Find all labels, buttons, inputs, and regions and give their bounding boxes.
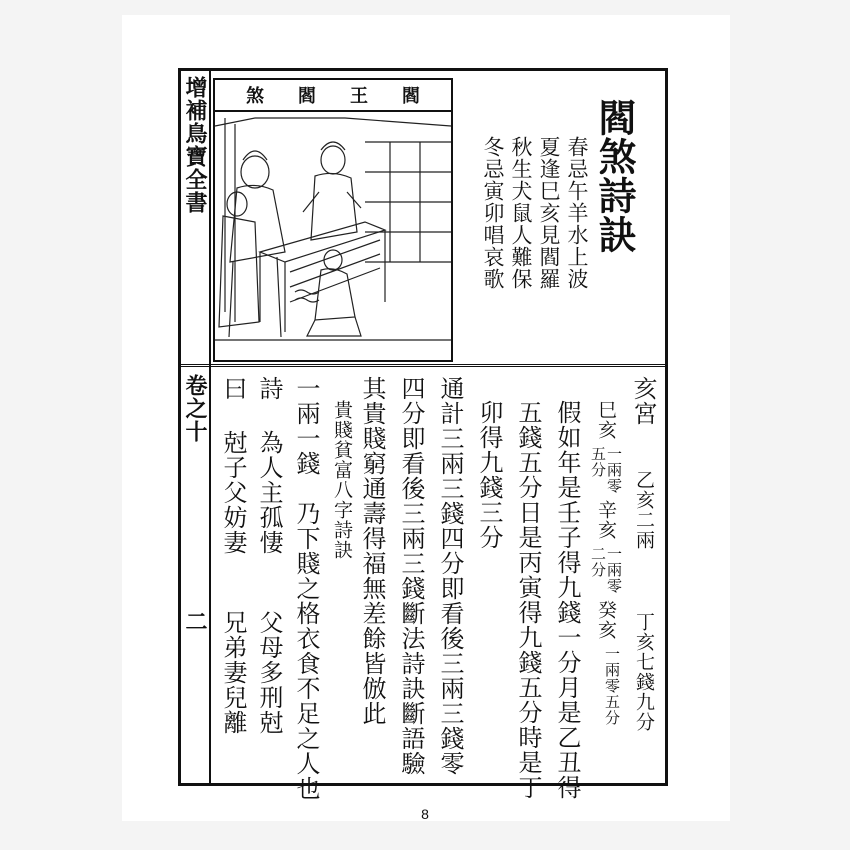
text-column: 父母多刑尅 — [255, 610, 283, 735]
book-title: 增補鳥寶全書 — [182, 76, 208, 214]
text-column: 詩 — [255, 376, 283, 401]
poem-line: 秋生犬鼠人難保 — [509, 136, 533, 290]
text-column: 卯得九錢三分 — [475, 400, 503, 550]
poem-line: 春忌午羊水上波 — [565, 136, 589, 290]
text-column: 四分即看後三兩三錢斷法詩訣斷語驗 — [397, 376, 425, 776]
woodcut-illustration — [213, 78, 453, 362]
text-column: 一兩一錢 乃下賤之格衣食不足之人也 — [292, 376, 320, 801]
text-column: 一兩零五分 — [603, 646, 621, 726]
text-column: 五分 — [589, 446, 607, 478]
caption-char: 閻 — [298, 86, 316, 107]
illustration-caption — [215, 80, 451, 112]
subheading: 貴賤貧富八字詩訣 — [331, 400, 353, 560]
caption-char: 煞 — [246, 86, 264, 107]
page-number: 8 — [421, 806, 429, 822]
poem-line: 冬忌寅卯唱哀歌 — [481, 136, 505, 290]
text-column: 丁亥七錢九分 — [633, 612, 655, 732]
text-column: 一兩零 — [605, 546, 623, 594]
text-column: 辛亥 — [595, 500, 617, 540]
text-column: 尅子父妨妻 — [219, 430, 247, 555]
text-column: 癸亥 — [595, 600, 617, 640]
volume-label: 卷之十 — [182, 374, 208, 443]
caption-char: 王 — [350, 86, 368, 107]
text-column: 乙亥二兩 — [633, 470, 655, 550]
text-column: 其貴賤窮通壽得福無差餘皆倣此 — [358, 376, 386, 726]
text-column: 五錢五分日是丙寅得九錢五分時是丁 — [514, 400, 542, 800]
court-scene-drawing — [215, 112, 451, 360]
text-column: 一兩零 — [605, 446, 623, 494]
text-column: 假如年是壬子得九錢一分月是乙丑得 — [553, 400, 581, 800]
text-column: 為人主孤悽 — [255, 430, 283, 555]
poem-title: 閻煞詩訣 — [592, 98, 637, 254]
text-column: 兄弟妻兒離 — [219, 610, 247, 735]
middle-divider — [178, 364, 668, 367]
poem-line: 夏逢巳亥見閻羅 — [537, 136, 561, 290]
folio-number: 二 — [182, 610, 208, 633]
text-column: 曰 — [219, 376, 247, 401]
text-column: 巳亥 — [595, 400, 617, 440]
text-column: 通計三兩三錢四分即看後三兩三錢零 — [436, 376, 464, 776]
text-column: 二分 — [589, 546, 607, 578]
section-heading: 亥宮 — [629, 376, 657, 426]
caption-char: 閻 — [402, 86, 420, 107]
